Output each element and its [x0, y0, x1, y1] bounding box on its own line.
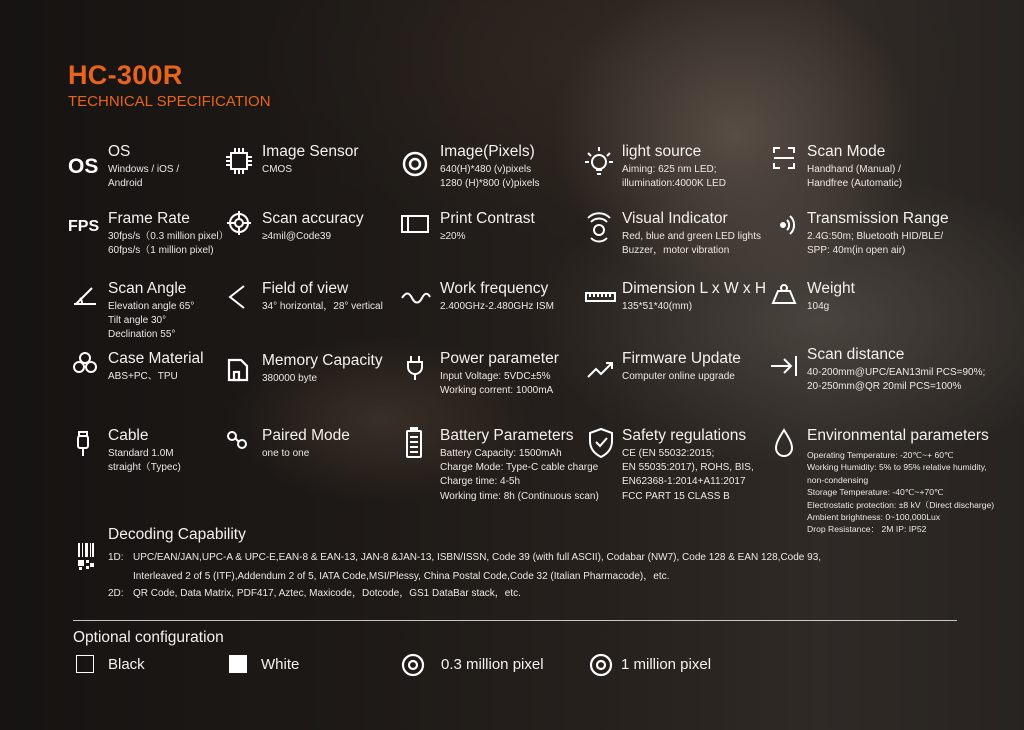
option-label: 1 million pixel — [621, 656, 712, 673]
spec-label: light source — [622, 143, 702, 160]
svg-text:FPS: FPS — [68, 218, 100, 235]
arrow-distance-icon — [767, 346, 801, 380]
spec-value: Windows / iOS / Android — [108, 164, 180, 190]
scan-frame-icon — [767, 143, 801, 177]
spec-label: Image(Pixels) — [440, 143, 535, 160]
spec-label: Work frequency — [440, 280, 549, 297]
spec-value: Standard 1.0M straight（Typec) — [108, 448, 181, 474]
spec-value: 2.4G:50m; Bluetooth HID/BLE/ SPP: 40m(in open air) — [807, 231, 944, 257]
spec-value: 380000 byte — [262, 373, 318, 384]
spec-label: Frame Rate — [108, 210, 190, 227]
spec-value: Red, blue and green LED lights Buzzer，motor vibration — [622, 231, 761, 257]
spec-label: OS — [108, 143, 131, 160]
decode-line-1d: 1D: UPC/EAN/JAN,UPC-A & UPC-E,EAN-8 & EAN-13, JAN-8 &JAN-13, ISBN/ISSN, Code 39 (with full ASCII), Codabar (NW7), Code 128 & EAN 128,Code 93, — [108, 552, 822, 563]
angle-icon — [68, 280, 102, 314]
spec-label: Dimension L x W x H — [622, 280, 767, 297]
spec-label: Scan Mode — [807, 143, 886, 160]
option-label: White — [261, 656, 300, 673]
target-ring-icon — [400, 143, 434, 177]
spec-value: CE (EN 55032:2015; EN 55035:2017), ROHS, BIS, EN62368-1:2014+A11:2017 FCC PART 15 CLASS B — [622, 448, 754, 502]
usb-cable-icon — [68, 427, 102, 461]
spec-label: Firmware Update — [622, 350, 741, 367]
option-label: 0.3 million pixel — [441, 656, 544, 673]
spec-value: ≥20% — [440, 231, 466, 242]
target-ring-icon — [589, 653, 613, 677]
target-ring-icon — [401, 653, 425, 677]
spec-label: Image Sensor — [262, 143, 359, 160]
spec-value: Aiming: 625 nm LED; illumination:4000K LED — [622, 164, 726, 190]
spec-label: Visual Indicator — [622, 210, 728, 227]
trend-up-icon — [582, 350, 616, 384]
wave-icon — [400, 280, 434, 314]
black-swatch-icon — [76, 655, 94, 673]
fps-icon — [68, 210, 102, 244]
spec-label: Paired Mode — [262, 427, 350, 444]
spec-value: Input Voltage: 5VDC±5% Working corrent: 1000mA — [440, 371, 554, 397]
spec-value: one to one — [262, 448, 310, 459]
power-plug-icon — [400, 350, 434, 384]
spec-label: Print Contrast — [440, 210, 535, 227]
contrast-icon — [400, 210, 434, 244]
spec-value: Computer online upgrade — [622, 371, 735, 382]
spec-value: 40-200mm@UPC/EAN13mil PCS=90%; 20-250mm@QR 20mil PCS=100% — [807, 367, 986, 393]
spec-label: Power parameter — [440, 350, 559, 367]
material-icon — [68, 350, 102, 384]
battery-icon — [400, 427, 434, 461]
spec-label: Weight — [807, 280, 855, 297]
crosshair-icon — [222, 210, 256, 244]
ruler-icon — [582, 280, 616, 314]
spec-label: Scan distance — [807, 346, 905, 363]
weight-icon — [767, 280, 801, 314]
page-subtitle: TECHNICAL SPECIFICATION — [68, 93, 271, 110]
os-icon — [68, 143, 102, 177]
spec-label: Field of view — [262, 280, 349, 297]
section-divider — [73, 620, 957, 621]
spec-value: 640(H)*480 (v)pixels 1280 (H)*800 (v)pixels — [440, 164, 540, 190]
svg-text:OS: OS — [68, 155, 99, 177]
memory-icon — [222, 352, 256, 386]
pairing-icon — [222, 427, 256, 461]
spec-value: ≥4mil@Code39 — [262, 231, 332, 242]
white-swatch-icon — [229, 655, 247, 673]
option-label: Black — [108, 656, 145, 673]
spec-label: Case Material — [108, 350, 204, 367]
drop-icon — [767, 427, 801, 461]
spec-label: Safety regulations — [622, 427, 747, 444]
spec-value: Handhand (Manual) / Handfree (Automatic) — [807, 164, 903, 190]
spec-label: Memory Capacity — [262, 352, 383, 369]
spec-value: 135*51*40(mm) — [622, 301, 693, 312]
decoding-title: Decoding Capability — [108, 526, 246, 543]
spec-value: 2.400GHz-2.480GHz ISM — [440, 301, 554, 312]
vibration-icon — [582, 210, 616, 244]
spec-value: ABS+PC、TPU — [108, 371, 178, 382]
spec-value: Operating Temperature: -20℃~+ 60℃ Working Humidity: 5% to 95% relative humidity, non-condensing Storage Temperature: -40℃~+70℃ Electrostatic protection: ±8 kV（Direct discharge) Ambient brightness: 0~100,000Lux Drop Resistance： 2M IP: IP52 — [807, 450, 995, 535]
spec-value: Battery Capacity: 1500mAh Charge Mode: Type-C cable charge Charge time: 4-5h Working time: 8h (Continuous scan) — [440, 448, 599, 502]
spec-label: Scan Angle — [108, 280, 187, 297]
spec-label: Battery Parameters — [440, 427, 574, 444]
chip-icon — [222, 143, 256, 177]
field-of-view-icon — [222, 280, 256, 314]
optional-title: Optional configuration — [73, 629, 224, 646]
spec-label: Environmental parameters — [807, 427, 989, 444]
spec-label: Scan accuracy — [262, 210, 364, 227]
lightbulb-icon — [582, 143, 616, 177]
barcode-qr-icon — [76, 541, 96, 571]
spec-value: 34° horizontal，28° vertical — [262, 301, 383, 312]
shield-check-icon — [582, 427, 616, 461]
spec-value: 30fps/s（0.3 million pixel） 60fps/s（1 million pixel) — [108, 231, 229, 257]
spec-value: CMOS — [262, 164, 292, 175]
spec-value: 104g — [807, 301, 830, 312]
spec-value: Elevation angle 65° Tilt angle 30° Declination 55° — [108, 301, 195, 341]
spec-label: Cable — [108, 427, 149, 444]
decode-line-2d: 2D: QR Code, Data Matrix, PDF417, Aztec, Maxicode，Dotcode，GS1 DataBar stack，etc. — [108, 588, 521, 599]
spec-label: Transmission Range — [807, 210, 949, 227]
signal-icon — [767, 210, 801, 244]
decode-line-1d-cont: Interleaved 2 of 5 (ITF),Addendum 2 of 5, IATA Code,MSI/Plessy, China Postal Code,Code 32 (Italian Pharmacode)，etc. — [133, 571, 670, 582]
product-title: HC-300R — [68, 60, 183, 90]
